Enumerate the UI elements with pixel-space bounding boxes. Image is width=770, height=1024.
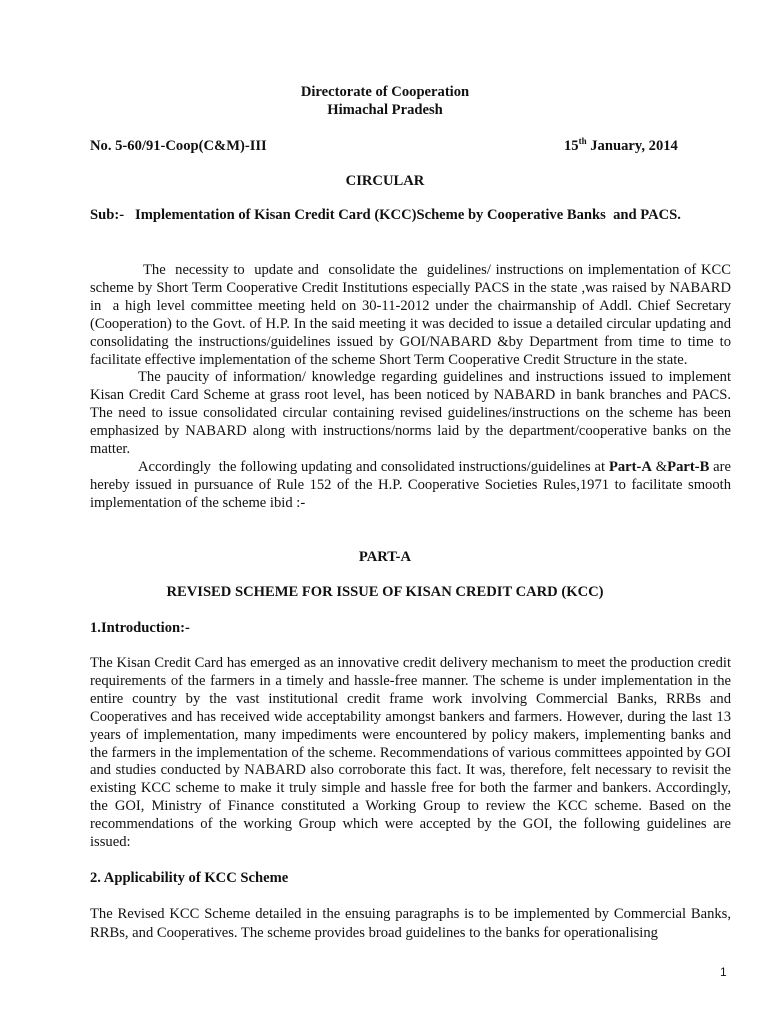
reference-number: No. 5-60/91-Coop(C&M)-III [90, 138, 267, 154]
intro-paragraph-2: The paucity of information/ knowledge regarding guidelines and instructions issued to implement Kisan Credit Card Scheme at grass root level, has been noticed by NABARD in bank branches and PACS. The need to issue consolidated circular containing revised guidelines/instructions on the scheme has been emphasized by NABARD along with instructions/norms laid by the department/cooperative banks on the matter. [90, 369, 731, 458]
letterhead [0, 83, 770, 119]
subject-line: Sub:- Implementation of Kisan Credit Card (KCC)Scheme by Cooperative Banks and PACS. [90, 207, 681, 223]
section-2-heading: 2. Applicability of KCC Scheme [90, 870, 289, 886]
page-number: 1 [720, 965, 727, 979]
date-month-year: January, 2014 [586, 138, 678, 154]
intro-paragraph-3-lead: Accordingly the following updating and consolidated instructions/guidelines at [138, 458, 609, 475]
intro-paragraph-3-tail: are hereby issued in pursuance of Rule 152 of the H.P. Cooperative Societies Rules,1971 to facilitate smooth implementation of the scheme ibid :- [90, 458, 735, 511]
part-b-reference: Part-B [667, 458, 710, 475]
section-1-body: The Kisan Credit Card has emerged as an innovative credit delivery mechanism to meet the production credit requirements of the farmers in a timely and hassle-free manner. The scheme is under implementation in the entire country by the vast institutional credit frame work involving Commercial Banks, RRBs and Cooperatives and has received wide acceptability amongst bankers and farmers. However, during the last 13 years of implementation, many impediments were encountered by policy makers, implementing banks and the farmers in the implementation of the scheme. Recommendations of various committees appointed by GOI and studies conducted by NABARD also corroborate this fact. It was, therefore, felt necessary to revisit the existing KCC scheme to make it truly simple and hassle free for both the farmer and bankers. Accordingly, the GOI, Ministry of Finance constituted a Working Group to review the KCC scheme. Based on the recommendations of the working Group which were accepted by the GOI, the following guidelines are issued: [90, 655, 731, 851]
intro-paragraph-3 [90, 458, 735, 513]
circular-date [564, 138, 678, 155]
part-a-reference: Part-A [608, 458, 652, 475]
org-name: Directorate of Cooperation [300, 84, 470, 100]
document-type: CIRCULAR [345, 173, 425, 189]
section-2-body: The Revised KCC Scheme detailed in the ensuing paragraphs is to be implemented by Commercial Banks, RRBs, and Cooperatives. The scheme provides broad guidelines to the banks for operationalising [90, 906, 731, 941]
scheme-title: REVISED SCHEME FOR ISSUE OF KISAN CREDIT CARD (KCC) [166, 584, 604, 600]
intro-paragraph-1: The necessity to update and consolidate the guidelines/ instructions on implementation of KCC scheme by Short Term Cooperative Credit Institutions especially PACS in the state ,was raised by NABARD in a high level committee meeting held on 30-11-2012 under the chairmanship of Addl. Chief Secretary (Cooperation) to the Govt. of H.P. In the said meeting it was decided to issue a detailed circular updating and consolidating the instructions/guidelines issued by GOI/NABARD &by Department from time to time to facilitate effective implementation of the scheme Short Term Cooperative Credit Structure in the state. [90, 262, 735, 368]
state-name: Himachal Pradesh [327, 102, 443, 118]
part-a-title: PART-A [358, 549, 412, 565]
section-1-heading: 1.Introduction:- [90, 620, 190, 636]
ampersand: & [651, 458, 668, 475]
intro-section [90, 262, 735, 513]
date-day: 15 [564, 138, 579, 154]
date-suffix: th [578, 136, 587, 146]
